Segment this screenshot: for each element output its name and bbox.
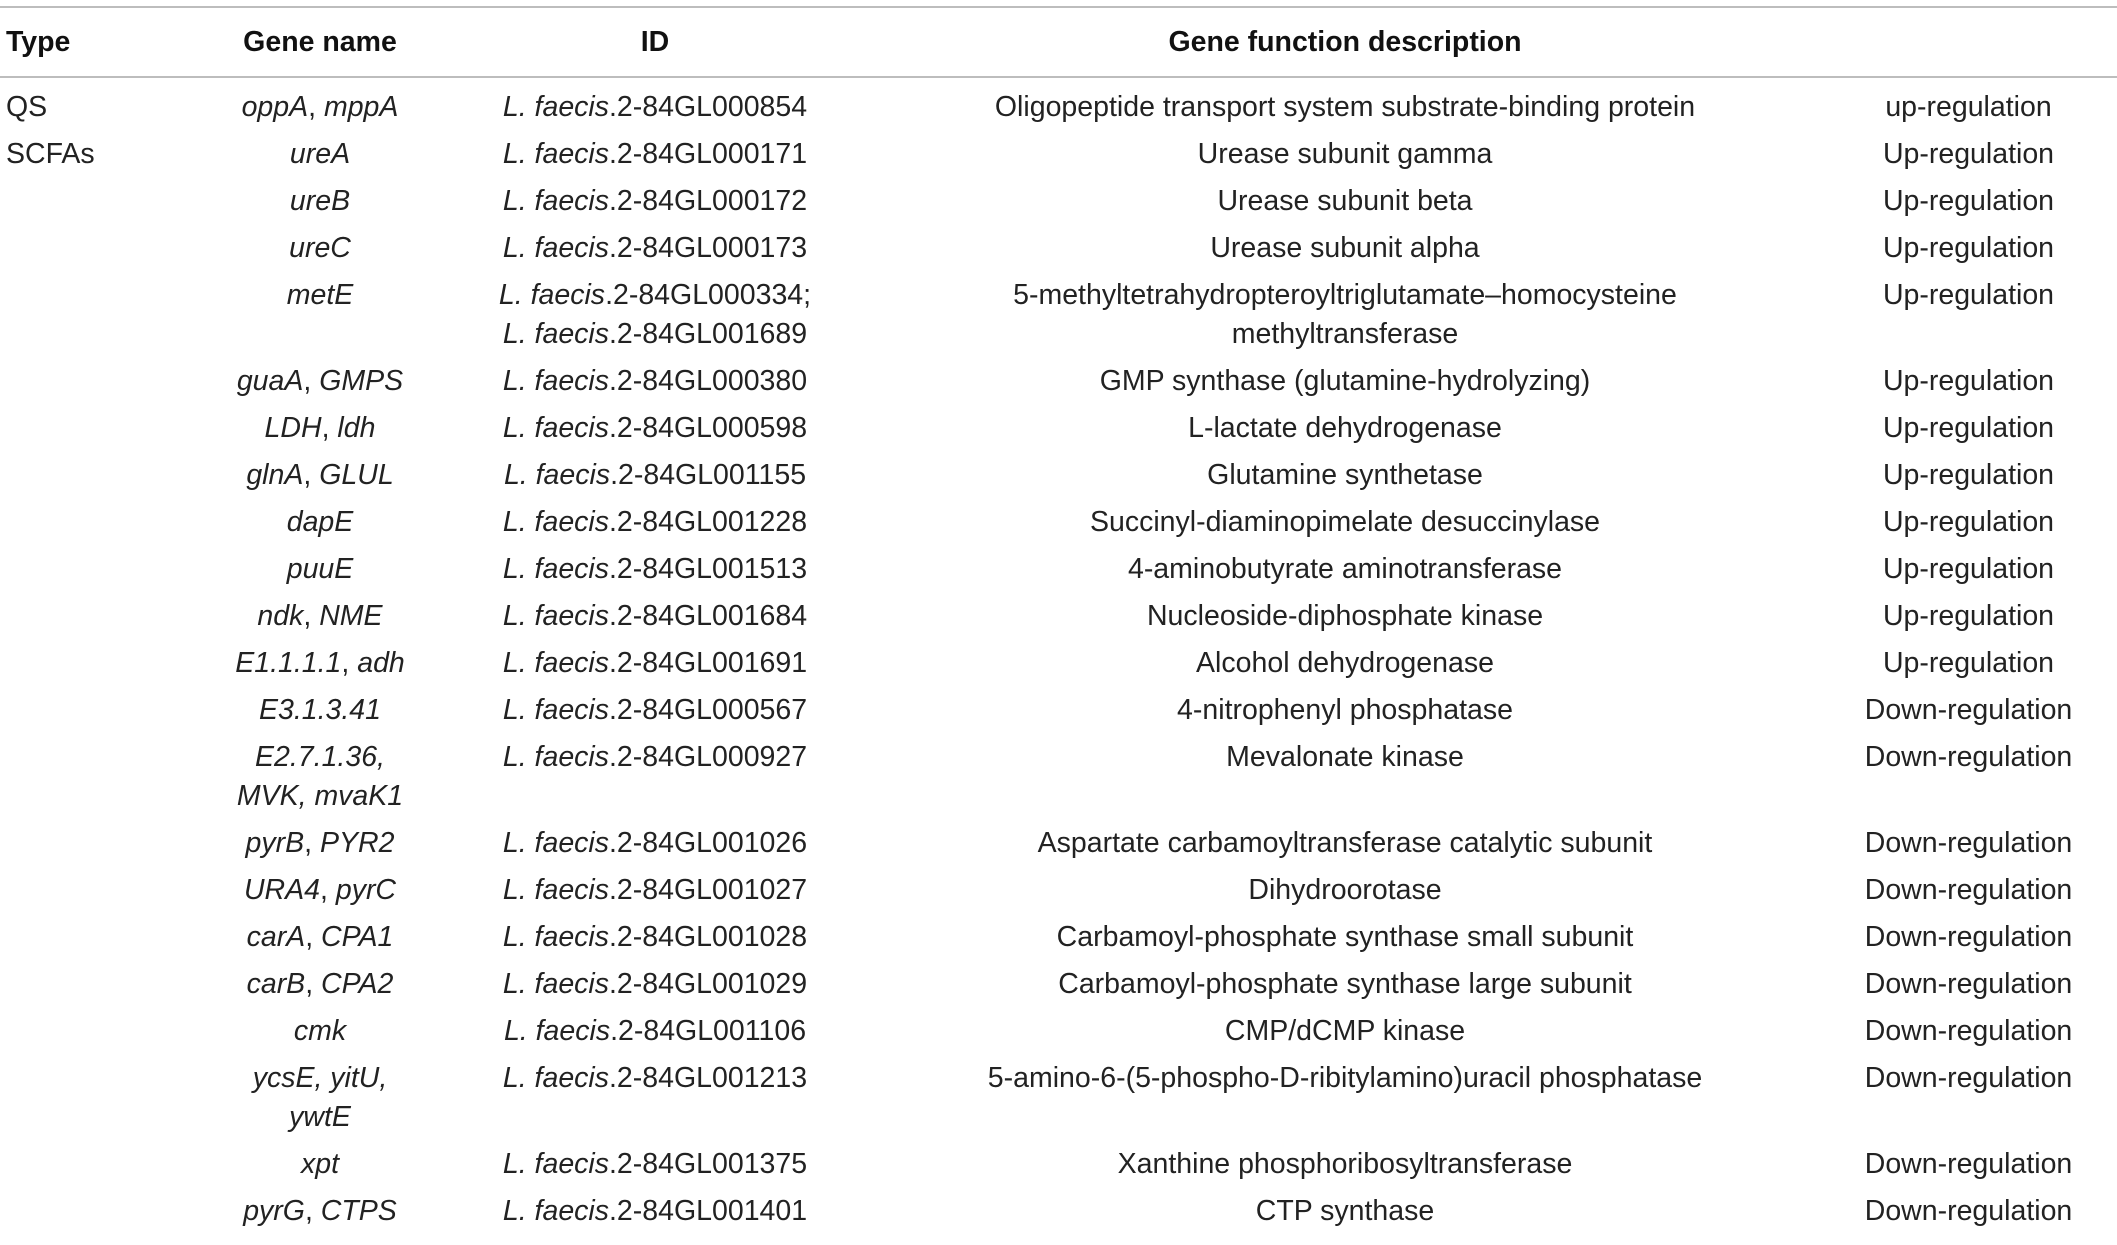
id-line [440, 597, 870, 636]
gene-name: LDH [264, 412, 322, 444]
cell-regulation: Up-regulation [1882, 365, 2055, 397]
gene-name: dapE [286, 506, 354, 538]
gene-name: E3.1.3.41 [258, 694, 381, 726]
gene-separator: , [303, 600, 320, 632]
header-id: ID [440, 7, 870, 77]
gene-name: puuE [286, 553, 354, 585]
cell-gene-name [200, 1184, 440, 1231]
id-line [440, 315, 870, 354]
species-name: L. faecis [502, 365, 610, 397]
cell-type [0, 268, 200, 354]
description-line: Oligopeptide transport system substrate-binding protein [994, 91, 1696, 123]
gene-name-line: ycsE, yitU, [252, 1062, 388, 1094]
gene-name: GMPS [319, 365, 404, 397]
cell-gene-name [200, 127, 440, 174]
species-name: L. faecis [502, 1062, 610, 1094]
id-line [440, 691, 870, 730]
cell-gene-name [200, 1004, 440, 1051]
gene-id: .2-84GL000171 [609, 138, 808, 170]
description-line: Urease subunit beta [1217, 185, 1473, 217]
description-line: methyltransferase [1231, 318, 1459, 350]
cell-id [440, 542, 870, 589]
cell-id [440, 683, 870, 730]
table-row [0, 268, 2117, 354]
gene-name: ureC [289, 232, 351, 264]
cell-gene-name [200, 636, 440, 683]
cell-description [870, 636, 1820, 683]
cell-description [870, 268, 1820, 354]
cell-description [870, 401, 1820, 448]
gene-id: .2-84GL001401 [609, 1195, 808, 1227]
gene-id: .2-84GL000927 [609, 741, 808, 773]
id-line [440, 135, 870, 174]
cell-id [440, 1004, 870, 1051]
gene-id: .2-84GL001684 [609, 600, 808, 632]
gene-name: CPA1 [321, 921, 394, 953]
id-line [440, 503, 870, 542]
gene-id: .2-84GL001691 [609, 647, 808, 679]
description-line: 4-aminobutyrate aminotransferase [1127, 553, 1563, 585]
table-row [0, 957, 2117, 1004]
gene-name: cmk [293, 1015, 347, 1047]
cell-gene-name [200, 77, 440, 127]
id-line [440, 182, 870, 221]
gene-name: ureB [289, 185, 351, 217]
gene-separator: , [308, 91, 324, 123]
species-name: L. faecis [503, 1015, 611, 1047]
table-row [0, 730, 2117, 816]
species-name: L. faecis [502, 647, 610, 679]
gene-name: carA [246, 921, 306, 953]
cell-regulation: Up-regulation [1882, 459, 2055, 491]
table-row [0, 636, 2117, 683]
gene-separator: , [303, 459, 320, 491]
species-name: L. faecis [502, 1148, 610, 1180]
description-line: Carbamoyl-phosphate synthase small subunit [1056, 921, 1634, 953]
cell-type [0, 863, 200, 910]
cell-id [440, 221, 870, 268]
species-name: L. faecis [498, 279, 606, 311]
cell-regulation: Down-regulation [1864, 1062, 2073, 1094]
cell-type [0, 1051, 200, 1137]
table-row [0, 401, 2117, 448]
table-row [0, 1004, 2117, 1051]
cell-regulation: Up-regulation [1882, 232, 2055, 264]
cell-gene-name [200, 221, 440, 268]
table-body [0, 77, 2117, 1231]
gene-name: xpt [300, 1148, 340, 1180]
cell-type [0, 730, 200, 816]
cell-gene-name [200, 957, 440, 1004]
gene-name: CTPS [320, 1195, 397, 1227]
cell-description [870, 589, 1820, 636]
cell-id [440, 495, 870, 542]
cell-regulation: Up-regulation [1882, 600, 2055, 632]
header-row [0, 7, 2117, 77]
cell-regulation: Down-regulation [1864, 1148, 2073, 1180]
table-row [0, 910, 2117, 957]
id-line [440, 918, 870, 957]
cell-gene-name [200, 589, 440, 636]
gene-id: .2-84GL000854 [609, 91, 808, 123]
id-line [440, 1145, 870, 1184]
species-name: L. faecis [502, 318, 610, 350]
cell-id [440, 636, 870, 683]
cell-id [440, 1051, 870, 1137]
cell-id [440, 589, 870, 636]
table-row [0, 495, 2117, 542]
gene-name: pyrB [245, 827, 305, 859]
cell-id [440, 174, 870, 221]
table-row [0, 1051, 2117, 1137]
description-line: 4-nitrophenyl phosphatase [1177, 694, 1513, 726]
gene-id: .2-84GL000334; [605, 279, 812, 311]
gene-name: pyrG [243, 1195, 305, 1227]
species-name: L. faecis [502, 1195, 610, 1227]
gene-name-line: MVK, mvaK1 [236, 780, 404, 812]
description-line: Glutamine synthetase [1207, 459, 1483, 491]
cell-gene-name [200, 816, 440, 863]
cell-gene-name [200, 683, 440, 730]
header-gene-name: Gene name [200, 7, 440, 77]
gene-id: .2-84GL000380 [609, 365, 808, 397]
cell-id [440, 1184, 870, 1231]
gene-name: pyrC [335, 874, 397, 906]
gene-separator: , [305, 968, 322, 1000]
gene-id: .2-84GL001213 [609, 1062, 808, 1094]
cell-regulation: Down-regulation [1864, 741, 2073, 773]
cell-type [0, 1004, 200, 1051]
id-line [440, 644, 870, 683]
cell-type [0, 1184, 200, 1231]
gene-id: .2-84GL000172 [609, 185, 808, 217]
id-line [440, 276, 870, 315]
gene-name: NME [319, 600, 383, 632]
gene-id: .2-84GL001155 [610, 459, 807, 491]
gene-name: E1.1.1.1 [235, 647, 342, 679]
gene-name: carB [246, 968, 306, 1000]
gene-name: glnA [246, 459, 304, 491]
gene-name: metE [286, 279, 354, 311]
cell-regulation: Up-regulation [1882, 185, 2055, 217]
id-line [440, 88, 870, 127]
description-line: Aspartate carbamoyltransferase catalytic subunit [1037, 827, 1653, 859]
cell-regulation: Up-regulation [1882, 412, 2055, 444]
cell-type [0, 542, 200, 589]
cell-regulation: Down-regulation [1864, 827, 2073, 859]
gene-id: .2-84GL001228 [609, 506, 808, 538]
cell-regulation: up-regulation [1885, 91, 2052, 123]
cell-description [870, 1051, 1820, 1137]
species-name: L. faecis [502, 138, 610, 170]
cell-regulation: Down-regulation [1864, 694, 2073, 726]
gene-separator: , [303, 365, 320, 397]
gene-id: .2-84GL000598 [609, 412, 808, 444]
gene-separator: , [341, 647, 358, 679]
gene-name: oppA [241, 91, 309, 123]
cell-description [870, 448, 1820, 495]
species-name: L. faecis [502, 232, 610, 264]
table-row [0, 354, 2117, 401]
id-line [440, 409, 870, 448]
gene-separator: , [304, 827, 320, 859]
gene-id: .2-84GL000173 [609, 232, 808, 264]
cell-description [870, 1184, 1820, 1231]
species-name: L. faecis [502, 506, 610, 538]
cell-description [870, 863, 1820, 910]
table-row [0, 542, 2117, 589]
header-type: Type [0, 7, 200, 77]
cell-regulation: Up-regulation [1882, 279, 2055, 311]
cell-type [0, 683, 200, 730]
species-name: L. faecis [502, 827, 610, 859]
cell-type [0, 816, 200, 863]
cell-regulation: Up-regulation [1882, 647, 2055, 679]
description-line: Nucleoside-diphosphate kinase [1146, 600, 1544, 632]
cell-gene-name [200, 1051, 440, 1137]
description-line: Dihydroorotase [1248, 874, 1442, 906]
cell-id [440, 957, 870, 1004]
table-row [0, 448, 2117, 495]
id-line [440, 871, 870, 910]
gene-name: adh [357, 647, 405, 679]
id-line [440, 456, 870, 495]
gene-name: guaA [236, 365, 304, 397]
cell-type [0, 910, 200, 957]
id-line [440, 1059, 870, 1098]
cell-regulation: Down-regulation [1864, 874, 2073, 906]
species-name: L. faecis [502, 741, 610, 773]
cell-regulation: Down-regulation [1864, 1195, 2073, 1227]
description-line: Carbamoyl-phosphate synthase large subunit [1058, 968, 1632, 1000]
gene-name: PYR2 [320, 827, 395, 859]
cell-description [870, 77, 1820, 127]
cell-id [440, 1137, 870, 1184]
cell-id [440, 448, 870, 495]
description-line: Urease subunit alpha [1210, 232, 1480, 264]
species-name: L. faecis [502, 921, 610, 953]
table-row [0, 221, 2117, 268]
id-line [440, 1192, 870, 1231]
cell-type [0, 495, 200, 542]
gene-name-line: ywtE [289, 1101, 351, 1133]
cell-gene-name [200, 910, 440, 957]
gene-id: .2-84GL001026 [609, 827, 808, 859]
species-name: L. faecis [502, 412, 610, 444]
gene-id: .2-84GL001027 [609, 874, 808, 906]
gene-id: .2-84GL001029 [609, 968, 808, 1000]
cell-description [870, 1004, 1820, 1051]
description-line: L-lactate dehydrogenase [1188, 412, 1502, 444]
gene-name: CPA2 [321, 968, 394, 1000]
gene-name: ureA [289, 138, 351, 170]
cell-type [0, 589, 200, 636]
gene-separator: , [304, 1195, 321, 1227]
gene-separator: , [305, 921, 322, 953]
gene-id: .2-84GL001513 [609, 553, 808, 585]
cell-gene-name [200, 174, 440, 221]
table-row [0, 77, 2117, 127]
id-line [440, 738, 870, 777]
gene-id: .2-84GL000567 [609, 694, 808, 726]
description-line: Succinyl-diaminopimelate desuccinylase [1089, 506, 1601, 538]
species-name: L. faecis [502, 91, 610, 123]
species-name: L. faecis [502, 553, 610, 585]
cell-gene-name [200, 268, 440, 354]
description-line: 5-amino-6-(5-phospho-D-ribitylamino)uracil phosphatase [987, 1062, 1703, 1094]
description-line: Alcohol dehydrogenase [1196, 647, 1494, 679]
cell-type [0, 636, 200, 683]
cell-gene-name [200, 730, 440, 816]
gene-id: .2-84GL001028 [609, 921, 808, 953]
species-name: L. faecis [502, 694, 610, 726]
cell-regulation: Up-regulation [1882, 506, 2055, 538]
species-name: L. faecis [502, 600, 610, 632]
cell-gene-name [200, 542, 440, 589]
species-name: L. faecis [502, 874, 610, 906]
header-regulation [1820, 7, 2117, 77]
id-line [440, 550, 870, 589]
cell-regulation: Down-regulation [1864, 921, 2073, 953]
cell-description [870, 127, 1820, 174]
species-name: L. faecis [502, 968, 610, 1000]
cell-description [870, 221, 1820, 268]
cell-type [0, 174, 200, 221]
id-line [440, 229, 870, 268]
cell-description [870, 683, 1820, 730]
cell-type [0, 354, 200, 401]
cell-type: SCFAs [6, 138, 95, 170]
species-name: L. faecis [503, 459, 611, 491]
cell-description [870, 542, 1820, 589]
gene-separator: , [320, 874, 336, 906]
gene-name: URA4 [243, 874, 320, 906]
cell-gene-name [200, 354, 440, 401]
description-line: CTP synthase [1255, 1195, 1435, 1227]
cell-description [870, 816, 1820, 863]
cell-id [440, 77, 870, 127]
cell-regulation: Up-regulation [1882, 138, 2055, 170]
description-line: CMP/dCMP kinase [1224, 1015, 1466, 1047]
cell-gene-name [200, 863, 440, 910]
cell-description [870, 910, 1820, 957]
id-line [440, 965, 870, 1004]
species-name: L. faecis [502, 185, 610, 217]
cell-id [440, 401, 870, 448]
cell-regulation: Down-regulation [1864, 968, 2073, 1000]
gene-name-line: E2.7.1.36, [255, 741, 385, 773]
description-line: Mevalonate kinase [1226, 741, 1464, 773]
id-line [440, 362, 870, 401]
gene-id: .2-84GL001106 [610, 1015, 807, 1047]
gene-name: mppA [323, 91, 399, 123]
gene-table [0, 6, 2117, 1231]
cell-type: QS [6, 91, 48, 123]
gene-name: GLUL [319, 459, 394, 491]
description-line: GMP synthase (glutamine-hydrolyzing) [1099, 365, 1591, 397]
cell-regulation: Up-regulation [1882, 553, 2055, 585]
cell-description [870, 495, 1820, 542]
gene-name: ldh [337, 412, 376, 444]
cell-description [870, 1137, 1820, 1184]
cell-description [870, 354, 1820, 401]
id-line [440, 824, 870, 863]
cell-gene-name [200, 495, 440, 542]
gene-id: .2-84GL001375 [609, 1148, 808, 1180]
table-row [0, 1137, 2117, 1184]
table-row [0, 816, 2117, 863]
header-description: Gene function description [870, 7, 1820, 77]
cell-regulation: Down-regulation [1864, 1015, 2073, 1047]
cell-gene-name [200, 1137, 440, 1184]
table-row [0, 863, 2117, 910]
gene-id: .2-84GL001689 [609, 318, 808, 350]
cell-description [870, 957, 1820, 1004]
table-row [0, 589, 2117, 636]
cell-description [870, 174, 1820, 221]
cell-description [870, 730, 1820, 816]
cell-id [440, 127, 870, 174]
table-row [0, 683, 2117, 730]
cell-type [0, 401, 200, 448]
cell-id [440, 730, 870, 816]
cell-id [440, 354, 870, 401]
cell-type [0, 221, 200, 268]
gene-name: ndk [257, 600, 304, 632]
table-row [0, 1184, 2117, 1231]
cell-type [0, 448, 200, 495]
cell-id [440, 863, 870, 910]
cell-type [0, 957, 200, 1004]
cell-id [440, 816, 870, 863]
cell-id [440, 268, 870, 354]
id-line [440, 1012, 870, 1051]
cell-id [440, 910, 870, 957]
table-row [0, 127, 2117, 174]
description-line: Xanthine phosphoribosyltransferase [1117, 1148, 1573, 1180]
description-line: 5-methyltetrahydropteroyltriglutamate–homocysteine [1013, 279, 1677, 311]
cell-gene-name [200, 401, 440, 448]
cell-gene-name [200, 448, 440, 495]
cell-type [0, 1137, 200, 1184]
description-line: Urease subunit gamma [1197, 138, 1493, 170]
table-row [0, 174, 2117, 221]
gene-separator: , [321, 412, 338, 444]
